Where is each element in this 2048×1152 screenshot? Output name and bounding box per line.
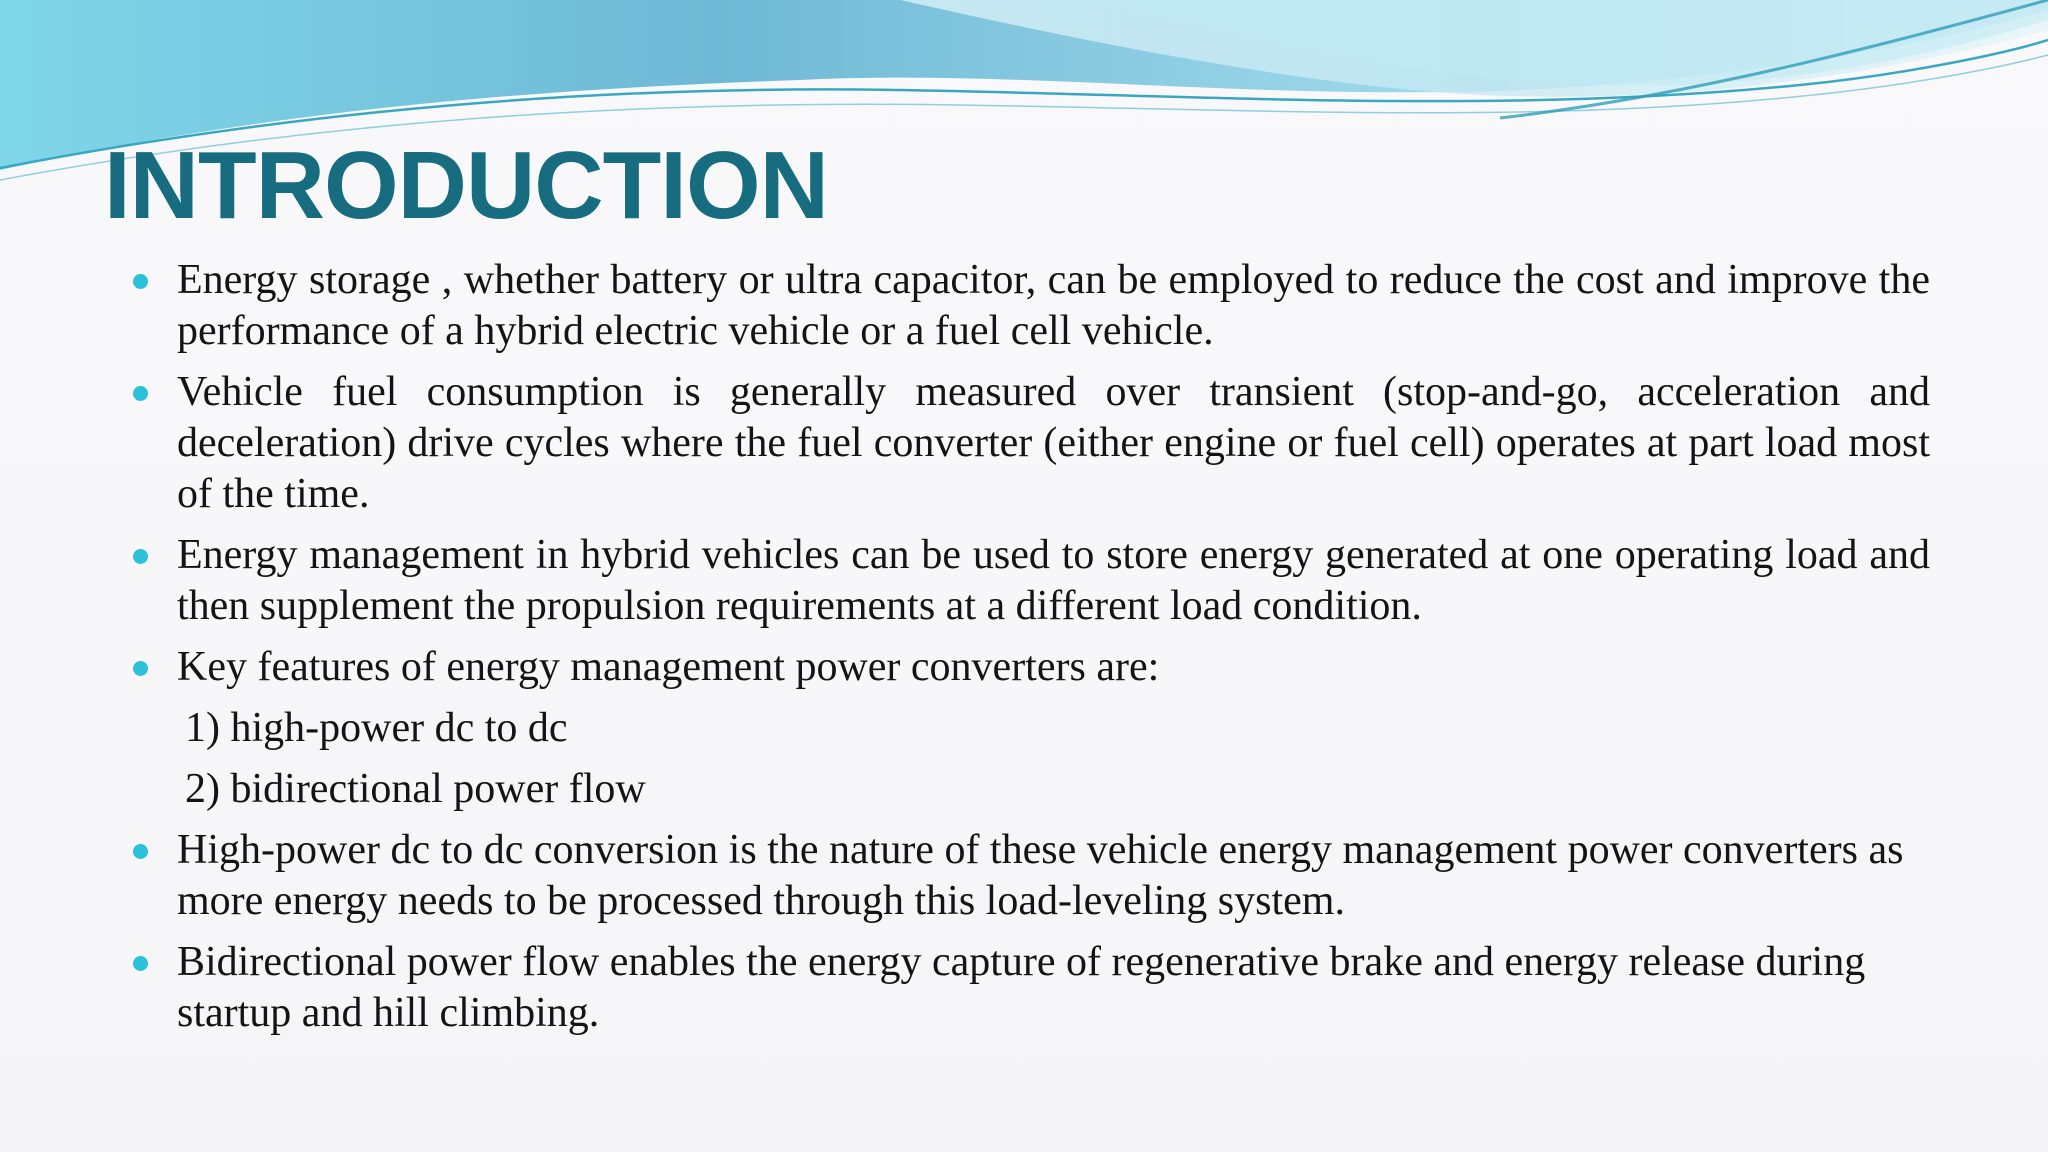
- feature-item: 1) high-power dc to dc: [185, 705, 568, 751]
- bullet-item: [130, 530, 1930, 632]
- bullet-item: [130, 255, 1930, 357]
- bullet-text: Bidirectional power flow enables the energy capture of regenerative brake and energy release during startup and hill climbing.: [177, 939, 1866, 1036]
- bullet-item: [130, 367, 1930, 520]
- bullet-text: Energy storage , whether battery or ultra capacitor, can be employed to reduce the cost and improve the performance of a hybrid electric vehicle or a fuel cell vehicle.: [177, 257, 1930, 354]
- bullet-text: Key features of energy management power converters are:: [177, 644, 1160, 690]
- bullet-item: [130, 825, 1930, 927]
- slide-title: INTRODUCTION: [104, 132, 828, 239]
- feature-item: 2) bidirectional power flow: [185, 766, 646, 812]
- bullet-icon: [133, 274, 148, 289]
- bullet-item: [130, 642, 1930, 693]
- bullet-icon: [133, 956, 148, 971]
- bullet-icon: [133, 386, 148, 401]
- bullet-list: [130, 255, 1930, 1049]
- bullet-icon: [133, 844, 148, 859]
- bullet-item: [130, 937, 1930, 1039]
- bullet-text: Energy management in hybrid vehicles can be used to store energy generated at one operating load and then supplement the propulsion requirements at a different load condition.: [177, 532, 1930, 629]
- bullet-text: High-power dc to dc conversion is the nature of these vehicle energy management power converters as more energy needs to be processed through this load-leveling system.: [177, 827, 1904, 924]
- bullet-icon: [133, 661, 148, 676]
- bullet-text: Vehicle fuel consumption is generally measured over transient (stop-and-go, acceleration and deceleration) drive cycles where the fuel converter (either engine or fuel cell) operates at part load most of the time.: [177, 369, 1930, 517]
- bullet-icon: [133, 549, 148, 564]
